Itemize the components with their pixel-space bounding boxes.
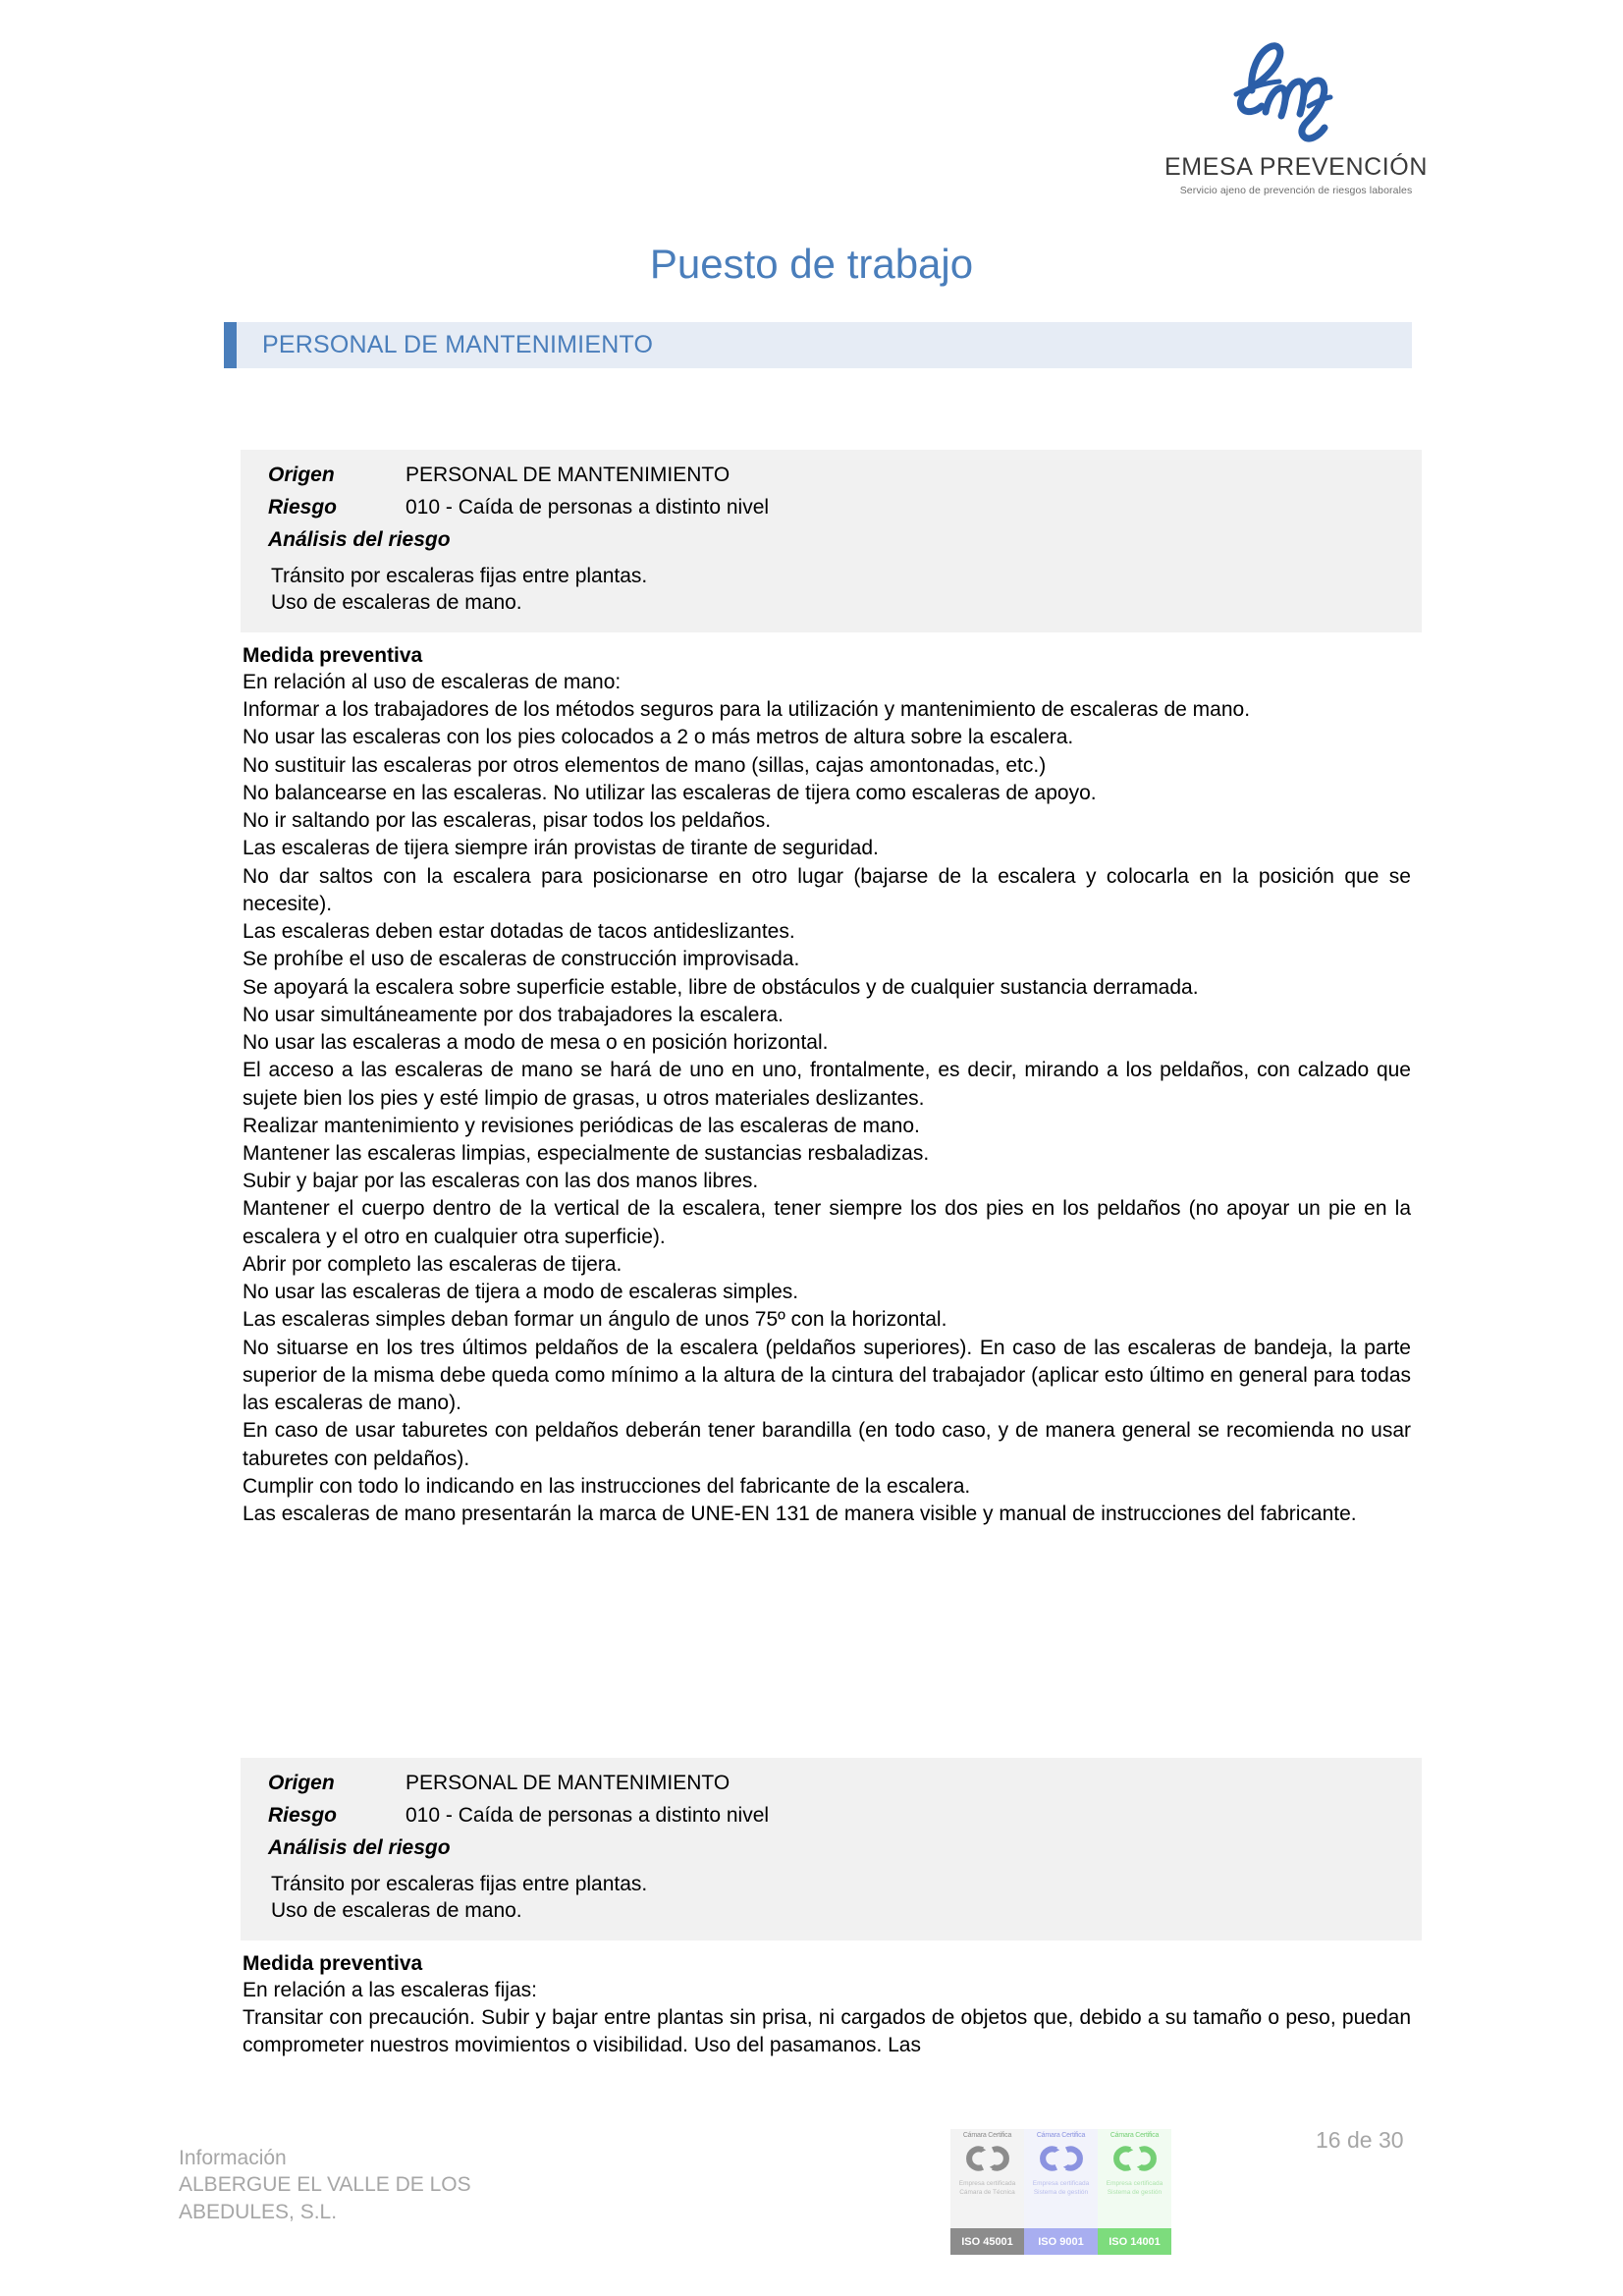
certification-badges — [950, 2129, 1171, 2255]
medida-line: Mantener las escaleras limpias, especialmente de sustancias resbaladizas. — [243, 1141, 930, 1165]
medida-line: No usar simultáneamente por dos trabajadores la escalera. — [243, 1003, 784, 1026]
emesa-logo-icon — [1222, 33, 1370, 149]
medida-line: No usar las escaleras con los pies colocados a 2 o más metros de altura sobre la escalera. — [243, 726, 1074, 749]
certification-badge — [1098, 2129, 1171, 2255]
medida-line: Se apoyará la escalera sobre superficie estable, libre de obstáculos y de cualquier sustancia derramada. — [243, 975, 1199, 999]
certification-standard: ISO 45001 — [950, 2228, 1024, 2255]
logo-tagline: Servicio ajeno de prevención de riesgos laborales — [1179, 185, 1413, 196]
medida-line: El acceso a las escaleras de mano se hará de uno en uno, frontalmente, es decir, mirando a los peldaños, con calzado que sujete bien los pies y esté limpio de grasas, u otros materiales deslizantes. — [243, 1059, 1411, 1110]
medida-line: Las escaleras deben estar dotadas de tacos antideslizantes. — [243, 920, 795, 944]
risk-row — [241, 464, 1422, 487]
medida-line: Cumplir con todo lo indicando en las instrucciones del fabricante de la escalera. — [243, 1474, 971, 1498]
riesgo-value: 010 - Caída de personas a distinto nivel — [406, 496, 770, 519]
riesgo-value: 010 - Caída de personas a distinto nivel — [406, 1804, 770, 1827]
medida-line: Las escaleras de mano presentarán la marca de UNE-EN 131 de manera visible y manual de instrucciones del fabricante. — [243, 1503, 1357, 1526]
medida-line: No dar saltos con la escalera para posicionarse en otro lugar (bajarse de la escalera y colocarla en la posición que se necesite). — [243, 864, 1411, 915]
analisis-line: Uso de escaleras de mano. — [271, 591, 522, 615]
page-number: 16 de 30 — [1316, 2127, 1404, 2153]
certification-issuer: Cámara Certifica — [1109, 2132, 1160, 2139]
section-header-band — [224, 322, 1412, 368]
medida-line: En relación a las escaleras fijas: — [243, 1979, 537, 2001]
medida-line: No situarse en los tres últimos peldaños de la escalera (peldaños superiores). En caso de las escaleras de bandeja, la parte superior de la misma debe queda como mínimo a la altura de la cintura del trabajador (aplicar esto último en general para todas las escaleras de mano). — [243, 1336, 1411, 1415]
medida-line: Informar a los trabajadores de los métodos seguros para la utilización y mantenimiento de escaleras de mano. — [243, 698, 1251, 722]
logo-company-name: EMESA PREVENCIÓN — [1164, 153, 1428, 181]
medida-line: En caso de usar taburetes con peldaños deberán tener barandilla (en todo caso, y de manera general se recomienda no usar taburetes con peldaños). — [243, 1419, 1411, 1470]
riesgo-label: Riesgo — [268, 496, 338, 519]
origen-value: PERSONAL DE MANTENIMIENTO — [406, 464, 730, 486]
section-accent-bar — [224, 322, 237, 368]
risk-card — [241, 450, 1422, 632]
medida-line: Transitar con precaución. Subir y bajar entre plantas sin prisa, ni cargados de objetos que, debido a su tamaño o peso, puedan comprometer nuestros movimientos o visibilidad. Uso del pasamanos. Las — [243, 2006, 1411, 2057]
certification-rings-icon — [960, 2144, 1015, 2173]
risk-row — [241, 1772, 1422, 1795]
certification-badge — [1024, 2129, 1098, 2255]
footer-company-line-2: ABEDULES, S.L. — [179, 2200, 338, 2223]
analisis-line: Tránsito por escaleras fijas entre plantas. — [271, 1873, 648, 1895]
page-title: Puesto de trabajo — [649, 241, 974, 287]
analisis-label: Análisis del riesgo — [268, 1836, 451, 1859]
medida-line: Mantener el cuerpo dentro de la vertical de la escalera, tener siempre los dos pies en los peldaños (no apoyar un pie en la escalera y el otro en cualquier otra superficie). — [243, 1197, 1411, 1248]
company-logo — [1134, 33, 1458, 196]
certification-subtitle: Empresa certificada Sistema de gestión — [1106, 2180, 1163, 2197]
medida-line: Subir y bajar por las escaleras con las dos manos libres. — [243, 1170, 759, 1193]
certification-issuer: Cámara Certifica — [962, 2132, 1012, 2139]
origen-label: Origen — [268, 1772, 335, 1794]
medida-label: Medida preventiva — [243, 1952, 423, 1975]
certification-rings-icon — [1108, 2144, 1163, 2173]
origen-value: PERSONAL DE MANTENIMIENTO — [406, 1772, 730, 1794]
measure-block — [243, 644, 1411, 1528]
certification-issuer: Cámara Certifica — [1036, 2132, 1086, 2139]
medida-line: Se prohíbe el uso de escaleras de construcción improvisada. — [243, 948, 800, 971]
medida-line: No usar las escaleras a modo de mesa o en posición horizontal. — [243, 1031, 829, 1055]
medida-line: No balancearse en las escaleras. No utilizar las escaleras de tijera como escaleras de apoyo. — [243, 781, 1097, 804]
certification-subtitle: Empresa certificada Sistema de gestión — [1032, 2180, 1090, 2197]
footer-company-line-1: ALBERGUE EL VALLE DE LOS — [179, 2173, 471, 2197]
certification-rings-icon — [1034, 2144, 1089, 2173]
medida-line: No ir saltando por las escaleras, pisar todos los peldaños. — [243, 809, 772, 833]
risk-row — [241, 496, 1422, 519]
certification-subtitle: Empresa certificada Cámara de Técnica — [958, 2180, 1016, 2197]
analisis-line: Uso de escaleras de mano. — [271, 1899, 522, 1923]
certification-standard: ISO 14001 — [1098, 2228, 1171, 2255]
risk-card — [241, 1758, 1422, 1941]
footer-company-info — [179, 2145, 591, 2225]
certification-standard: ISO 9001 — [1024, 2228, 1098, 2255]
medida-line: Las escaleras de tijera siempre irán provistas de tirante de seguridad. — [243, 837, 879, 860]
certification-badge — [950, 2129, 1024, 2255]
measure-block — [243, 1952, 1411, 2060]
origen-label: Origen — [268, 464, 335, 486]
footer-info-label: Información — [179, 2147, 287, 2169]
section-header-label: PERSONAL DE MANTENIMIENTO — [262, 331, 654, 358]
analisis-label: Análisis del riesgo — [268, 528, 451, 551]
medida-line: Abrir por completo las escaleras de tijera. — [243, 1252, 622, 1276]
risk-row — [241, 1804, 1422, 1828]
medida-line: En relación al uso de escaleras de mano: — [243, 671, 622, 693]
medida-line: No usar las escaleras de tijera a modo de escaleras simples. — [243, 1281, 799, 1304]
analisis-line: Tránsito por escaleras fijas entre plantas. — [271, 565, 648, 587]
medida-line: Las escaleras simples deban formar un ángulo de unos 75º con la horizontal. — [243, 1308, 947, 1332]
medida-label: Medida preventiva — [243, 644, 423, 667]
medida-line: No sustituir las escaleras por otros elementos de mano (sillas, cajas amontonadas, etc.) — [243, 753, 1047, 777]
medida-line: Realizar mantenimiento y revisiones periódicas de las escaleras de mano. — [243, 1114, 920, 1137]
riesgo-label: Riesgo — [268, 1804, 338, 1827]
